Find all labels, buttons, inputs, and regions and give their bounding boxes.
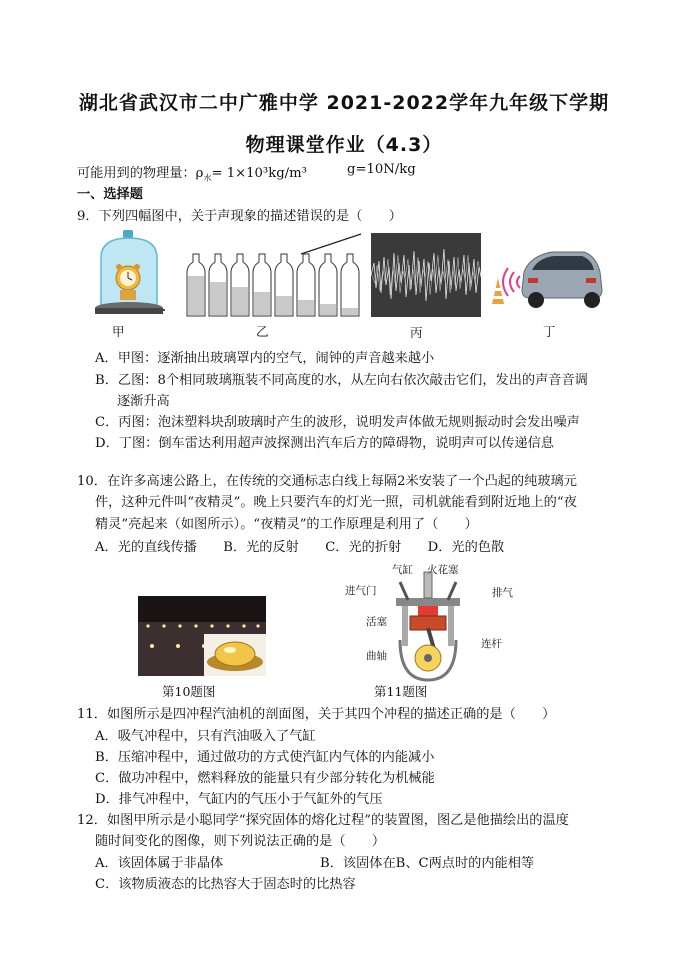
- q9-caption-jia: 甲: [112, 324, 125, 339]
- q11-option-b: B．压缩冲程中，通过做功的方式使汽缸内气体的内能减小: [95, 750, 435, 765]
- cylinder-head: [396, 598, 460, 606]
- piston: [410, 616, 446, 630]
- noise-waveform-figure: [371, 233, 481, 317]
- reflector-dome: [215, 642, 255, 666]
- cylinder-wall-left: [402, 606, 408, 646]
- radar-wave-2: [510, 272, 514, 292]
- bottles-figure: [183, 232, 363, 318]
- q9-option-a: A．甲图：逐渐抽出玻璃罩内的空气，闹钟的声音越来越小: [95, 351, 435, 366]
- constants-g: g=10N/kg: [347, 162, 416, 177]
- q11-option-d: D．排气冲程中，气缸内的气压小于气缸外的气压: [95, 792, 383, 807]
- q12-option-c: C．该物质液态的比热容大于固态时的比热容: [95, 877, 356, 892]
- combustion-chamber: [418, 606, 438, 616]
- q9-option-d: D．丁图：倒车雷达利用超声波探测出汽车后方的障碍物，说明声可以传递信息: [95, 436, 554, 451]
- title-line-1: 湖北省武汉市二中广雅中学 2021-2022学年九年级下学期: [78, 92, 610, 114]
- q11-option-c: C．做功冲程中，燃料释放的能量只有少部分转化为机械能: [95, 771, 435, 786]
- car-wheel-left: [528, 292, 544, 308]
- label-spark-plug: 火花塞: [427, 564, 459, 576]
- q9-option-b: B．乙图：8个相同玻璃瓶装不同高度的水，从左向右依次敲击它们，发出的声音音调: [95, 373, 588, 388]
- q9-caption-yi: 乙: [256, 324, 269, 339]
- q9-caption-bing: 丙: [410, 325, 423, 340]
- q10-stem-2: 件，这种元件叫“夜精灵”。晚上只要汽车的灯光一照，司机就能看到附近地上的“夜: [95, 495, 577, 510]
- q12-option-b: B．该固体在B、C两点时的内能相等: [320, 856, 535, 871]
- cylinder-wall-right: [448, 606, 454, 646]
- q11-stem: 11．如图所示是四冲程汽油机的剖面图，关于其四个冲程的描述正确的是（ ）: [77, 707, 556, 722]
- label-piston: 活塞: [366, 616, 387, 628]
- q11-option-a: A．吸气冲程中，只有汽油吸入了气缸: [95, 729, 316, 744]
- q12-option-a: A．该固体属于非晶体: [95, 856, 224, 871]
- q9-option-c: C．丙图：泡沫塑料块刮玻璃时产生的波形，说明发声体做无规则振动时会发出噪声: [95, 415, 580, 430]
- bottle-8: [341, 254, 359, 316]
- q11-caption: 第11题图: [374, 684, 428, 699]
- night-road-figure: [138, 596, 266, 676]
- label-intake: 进气门: [345, 585, 377, 597]
- radar-wave-1: [517, 276, 520, 288]
- striking-rod: [301, 234, 361, 254]
- bell-jar-figure: [93, 228, 165, 320]
- radar-wave-3: [503, 268, 508, 296]
- intake-valve: [400, 582, 408, 600]
- label-rod: 连杆: [481, 638, 502, 650]
- car-radar-figure: [492, 242, 604, 312]
- constants-sub: 水: [203, 173, 212, 183]
- engine-figure: [378, 570, 478, 682]
- q10-stem-3: 精灵”亮起来（如图所示）。“夜精灵”的工作原理是利用了（ ）: [95, 517, 478, 532]
- q10-caption: 第10题图: [162, 684, 216, 699]
- section-heading: 一、选择题: [77, 187, 143, 202]
- q12-stem-2: 随时间变化的图像，则下列说法正确的是（ ）: [95, 834, 386, 849]
- exhaust-valve: [448, 582, 456, 600]
- q9-stem: 9．下列四幅图中，关于声现象的描述错误的是（ ）: [77, 209, 402, 224]
- jar-knob: [123, 230, 133, 238]
- q10-stem-1: 10．在许多高速公路上，在传统的交通标志白线上每隔2米安装了一个凸起的纯玻璃元: [77, 474, 577, 489]
- constants-prefix: 可能用到的物理量：ρ: [77, 166, 204, 181]
- q9-caption-ding: 丁: [543, 324, 556, 339]
- q10-options: A．光的直线传播 B．光的反射 C．光的折射 D．光的色散: [95, 540, 505, 555]
- label-exhaust: 排气: [492, 587, 513, 599]
- q12-stem-1: 12．如图甲所示是小聪同学“探究固体的熔化过程”的装置图，图乙是他描绘出的温度: [77, 813, 569, 828]
- label-cylinder: 气缸: [392, 564, 413, 576]
- car-wheel-right: [584, 292, 600, 308]
- constants-line: [77, 162, 416, 184]
- q9-option-b-cont: 逐渐升高: [117, 394, 170, 409]
- constants-value: = 1×10³kg/m³: [211, 166, 307, 181]
- title-line-2: 物理课堂作业（4.3）: [245, 134, 443, 156]
- label-crank: 曲轴: [366, 650, 387, 662]
